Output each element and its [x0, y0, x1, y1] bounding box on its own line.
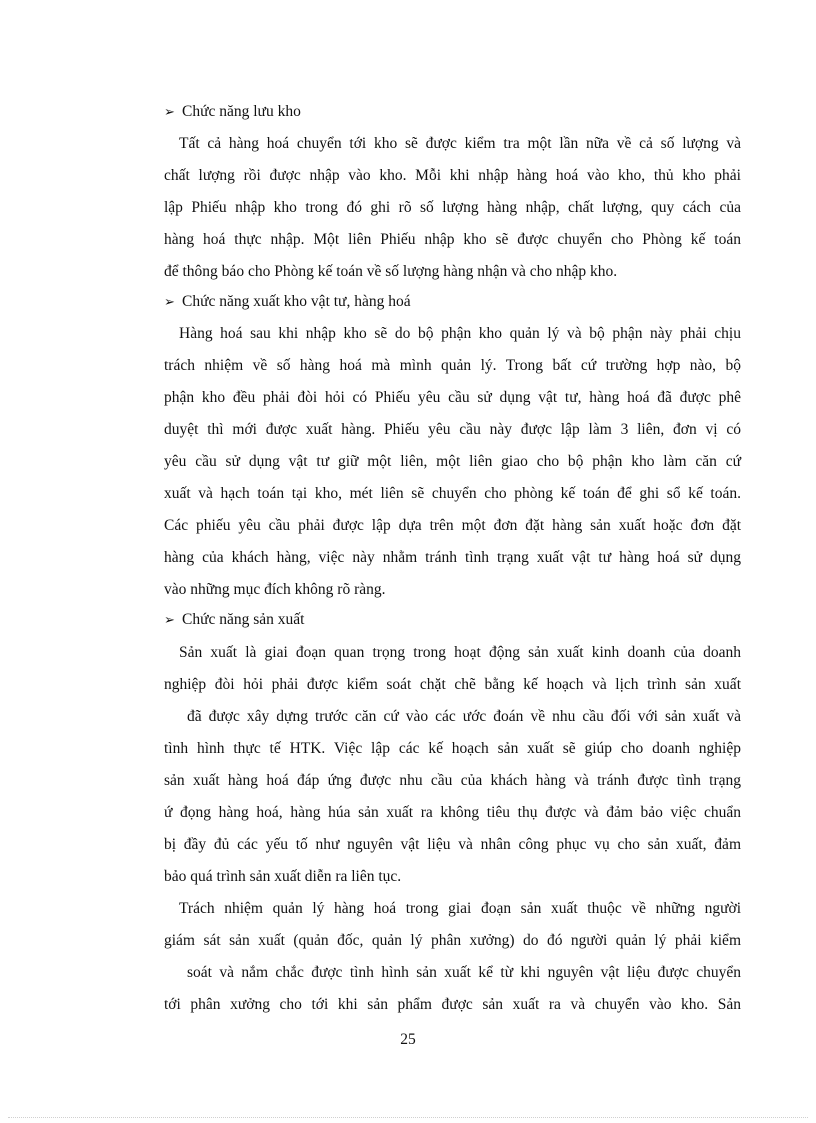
- paragraph-line: ứ đọng hàng hoá, hàng húa sản xuất ra không tiêu thụ được và đảm bảo việc chuẩn: [164, 804, 741, 821]
- paragraph-line: đã được xây dựng trước căn cứ vào các ước đoán về nhu cầu đối với sản xuất và: [187, 708, 741, 725]
- paragraph-line: chất lượng rồi được nhập vào kho. Mỗi khi nhập hàng hoá vào kho, thủ kho phải: [164, 167, 741, 184]
- paragraph-line: lập Phiếu nhập kho trong đó ghi rõ số lượng hàng nhập, chất lượng, quy cách của: [164, 199, 741, 216]
- paragraph-line: nghiệp đòi hỏi phải được kiểm soát chặt chẽ bằng kế hoạch và lịch trình sản xuất: [164, 676, 741, 693]
- paragraph-line: xuất và hạch toán tại kho, mét liên sẽ chuyển cho phòng kế toán để ghi sổ kế toán.: [164, 485, 741, 502]
- paragraph-line: Tất cả hàng hoá chuyển tới kho sẽ được kiểm tra một lần nữa về cả số lượng và: [179, 135, 741, 152]
- paragraph-line: tình hình thực tế HTK. Việc lập các kế hoạch sản xuất sẽ giúp cho doanh nghiệp: [164, 740, 741, 757]
- paragraph-line: sản xuất hàng hoá đáp ứng được nhu cầu của khách hàng và tránh được tình trạng: [164, 772, 741, 789]
- paragraph-line: hàng của khách hàng, việc này nhằm tránh tình trạng xuất vật tư hàng hoá sử dụng: [164, 549, 741, 566]
- paragraph-line: duyệt thì mới được xuất hàng. Phiếu yêu cầu này được lập làm 3 liên, đơn vị có: [164, 421, 741, 438]
- paragraph-line: phận kho đều phải đòi hỏi có Phiếu yêu cầu sử dụng vật tư, hàng hoá đã được phê: [164, 389, 741, 406]
- paragraph-line: vào những mục đích không rõ ràng.: [164, 581, 386, 598]
- paragraph-line: Sản xuất là giai đoạn quan trọng trong hoạt động sản xuất kinh doanh của doanh: [179, 644, 741, 661]
- paragraph-line: giám sát sản xuất (quản đốc, quản lý phân xưởng) do đó người quản lý phải kiểm: [164, 932, 741, 949]
- paragraph-line: Các phiếu yêu cầu phải được lập dựa trên một đơn đặt hàng sản xuất hoặc đơn đặt: [164, 517, 741, 534]
- paragraph-line: tới phân xưởng cho tới khi sản phẩm được sản xuất ra và chuyển vào kho. Sản: [164, 996, 741, 1013]
- paragraph-line: trách nhiệm về số hàng hoá mà mình quản lý. Trong bất cứ trường hợp nào, bộ: [164, 357, 741, 374]
- section-heading: ➢ Chức năng lưu kho: [164, 103, 301, 120]
- paragraph-line: soát và nắm chắc được tình hình sản xuất kể từ khi nguyên vật liệu được chuyển: [187, 964, 741, 981]
- paragraph-line: để thông báo cho Phòng kế toán về số lượng hàng nhận và cho nhập kho.: [164, 263, 618, 280]
- paragraph-line: bị đầy đủ các yếu tố như nguyên vật liệu và nhân công phục vụ cho sản xuất, đảm: [164, 836, 741, 853]
- paragraph-line: Trách nhiệm quản lý hàng hoá trong giai đoạn sản xuất thuộc về những người: [179, 900, 741, 917]
- paragraph-line: Hàng hoá sau khi nhập kho sẽ do bộ phận kho quản lý và bộ phận này phải chịu: [179, 325, 741, 342]
- page-bottom-divider: [8, 1117, 808, 1118]
- section-heading: ➢ Chức năng xuất kho vật tư, hàng hoá: [164, 293, 411, 310]
- arrow-bullet-icon: ➢: [164, 104, 175, 119]
- arrow-bullet-icon: ➢: [164, 612, 175, 627]
- page-number: 25: [400, 1031, 416, 1048]
- arrow-bullet-icon: ➢: [164, 294, 175, 309]
- section-heading: ➢ Chức năng sản xuất: [164, 611, 305, 628]
- paragraph-line: bảo quá trình sản xuất diễn ra liên tục.: [164, 868, 402, 885]
- paragraph-line: yêu cầu sử dụng vật tư giữ một liên, một liên giao cho bộ phận kho làm căn cứ: [164, 453, 741, 470]
- paragraph-line: hàng hoá thực nhập. Một liên Phiếu nhập kho sẽ được chuyển cho Phòng kế toán: [164, 231, 741, 248]
